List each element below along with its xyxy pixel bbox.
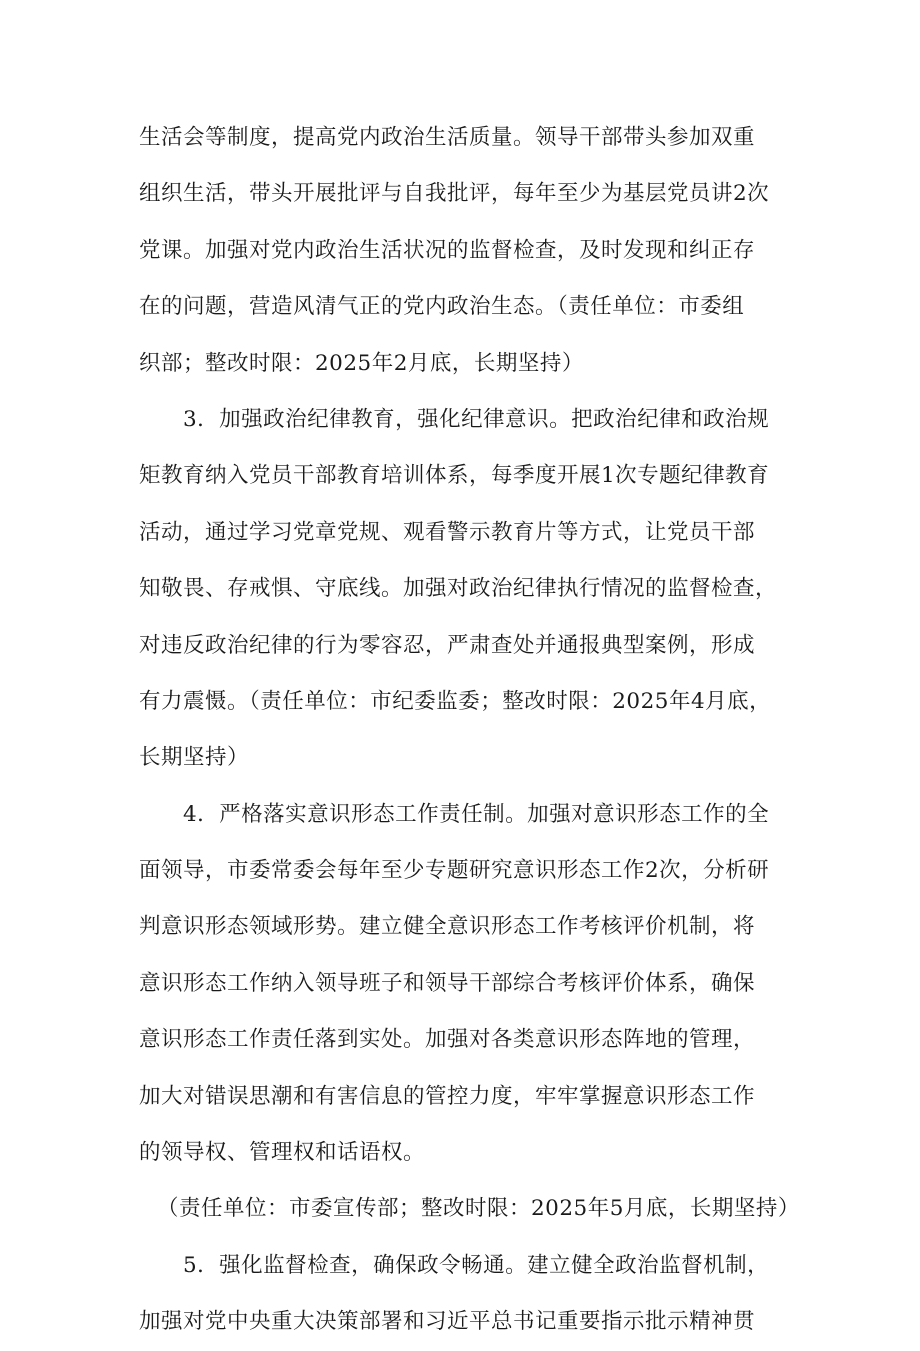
text-line: 加大对错误思潮和有害信息的管控力度，牢牢掌握意识形态工作 [139,1083,756,1109]
text-line: 在的问题，营造风清气正的党内政治生态。（责任单位：市委组 [139,294,745,320]
text-line: 知敬畏、存戒惧、守底线。加强对政治纪律执行情况的监督检查， [139,576,778,602]
text-line: 对违反政治纪律的行为零容忍，严肃查处并通报典型案例，形成 [139,632,756,658]
text-line: 矩教育纳入党员干部教育培训体系，每季度开展1次专题纪律教育 [139,463,770,489]
text-line: 意识形态工作纳入领导班子和领导干部综合考核评价体系，确保 [139,970,756,996]
text-line: 活动，通过学习党章党规、观看警示教育片等方式，让党员干部 [139,519,756,545]
paragraph-3-start: 3．加强政治纪律教育，强化纪律意识。把政治纪律和政治规 [183,406,770,432]
text-line: 意识形态工作责任落到实处。加强对各类意识形态阵地的管理， [139,1027,756,1053]
document-body [139,110,799,1351]
text-line: 组织生活，带头开展批评与自我批评，每年至少为基层党员讲2次 [139,181,770,207]
responsibility-note: （责任单位：市委宣传部；整改时限：2025年5月底，长期坚持） [157,1196,800,1222]
text-line: 的领导权、管理权和话语权。 [139,1140,426,1166]
text-line: 生活会等制度，提高党内政治生活质量。领导干部带头参加双重 [139,125,756,150]
text-line: 党课。加强对党内政治生活状况的监督检查，及时发现和纠正存 [139,237,756,263]
paragraph-5-start: 5．强化监督检查，确保政令畅通。建立健全政治监督机制， [183,1252,770,1278]
text-line: 织部；整改时限：2025年2月底，长期坚持） [139,350,584,376]
text-line: 加强对党中央重大决策部署和习近平总书记重要指示批示精神贯 [139,1309,756,1335]
text-line: 判意识形态领域形势。建立健全意识形态工作考核评价机制，将 [139,914,756,940]
text-line: 长期坚持） [139,745,250,771]
paragraph-4-start: 4．严格落实意识形态工作责任制。加强对意识形态工作的全 [183,801,770,827]
text-line: 面领导，市委常委会每年至少专题研究意识形态工作2次，分析研 [139,858,770,884]
text-line: 有力震慑。（责任单位：市纪委监委；整改时限：2025年4月底， [139,688,772,714]
